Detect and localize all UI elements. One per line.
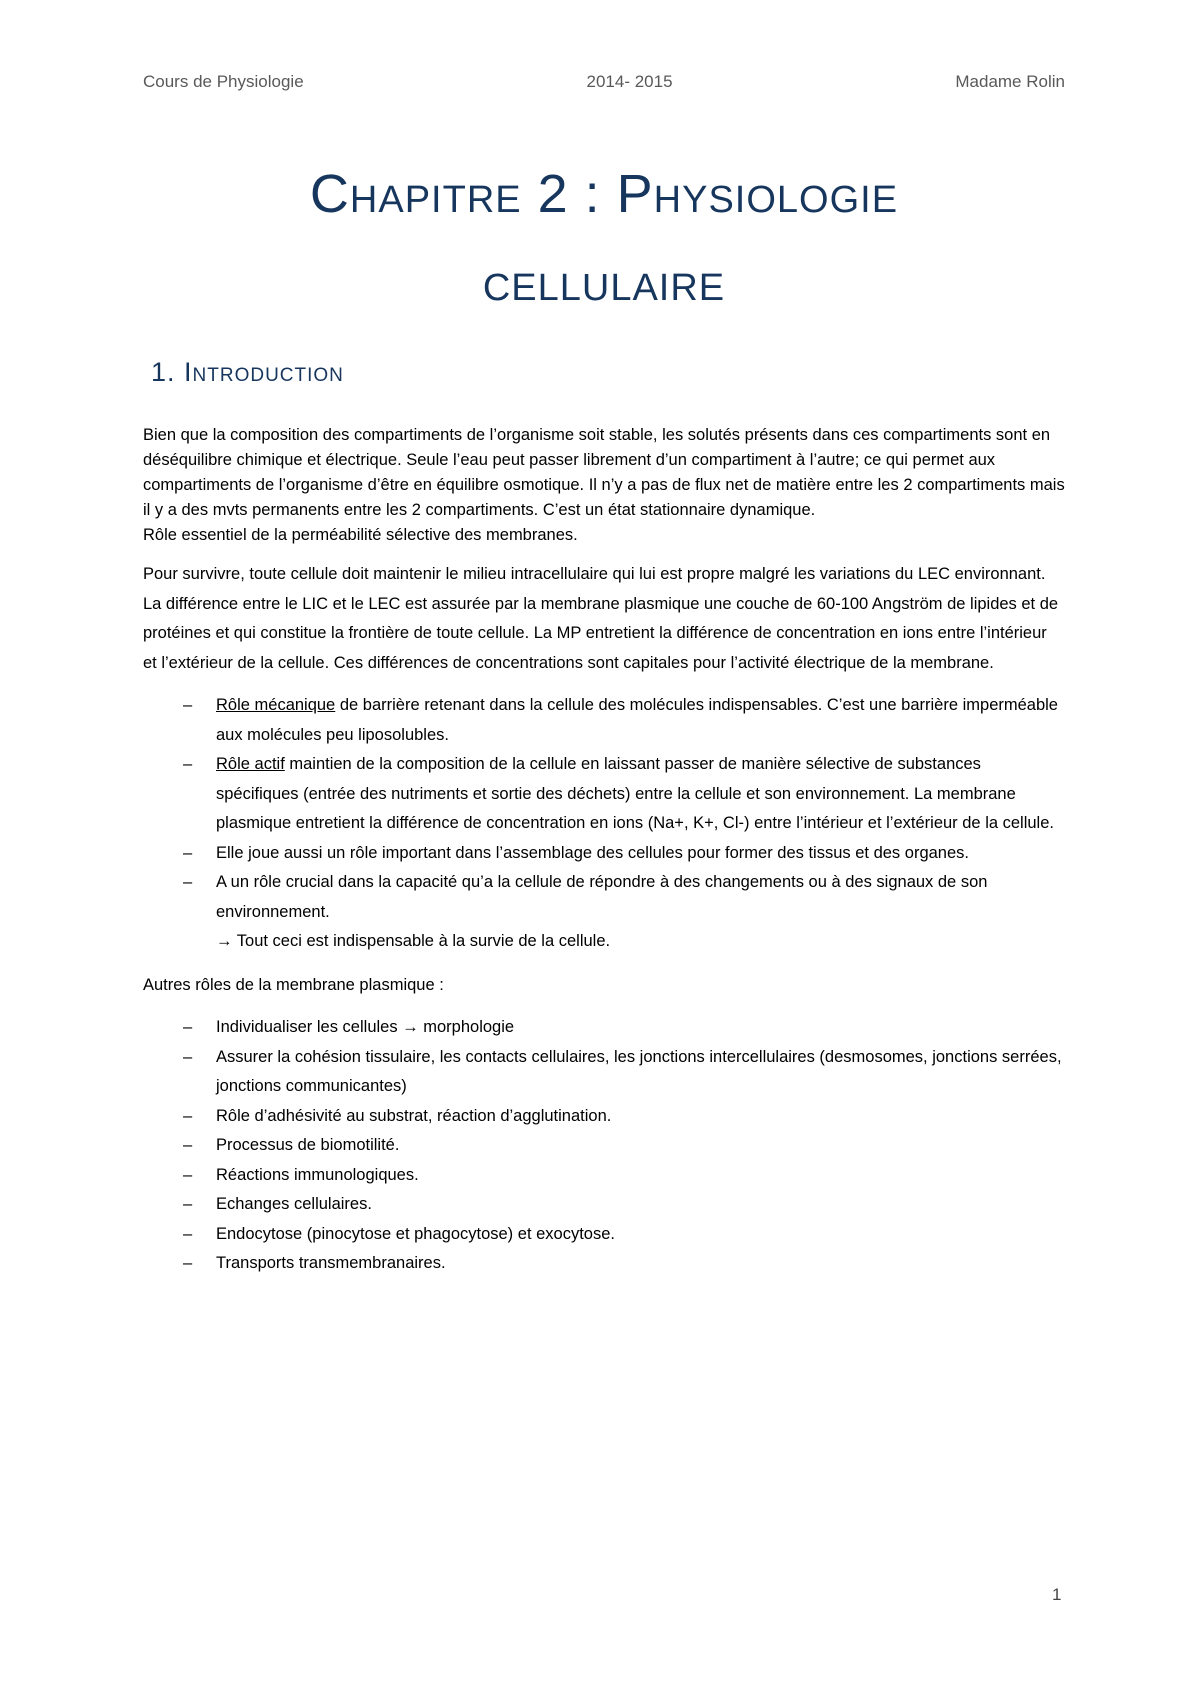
list-item-text: maintien de la composition de la cellule en laissant passer de manière sélective de substances spécifiques (entrée des nutriments et sortie des déchets) entre la cellule et son environnement. La membrane plasmique entretient la différence de concentration en ions (Na+, K+, Cl-) entre l’intérieur et l’extérieur de la cellule. <box>216 755 1054 832</box>
list-item <box>143 1102 1065 1132</box>
chapter-title-line-1: Chapitre 2 : Physiologie <box>309 164 899 224</box>
list-item-lead: Rôle mécanique <box>216 696 336 714</box>
list-item-text: Réactions immunologiques. <box>216 1165 419 1184</box>
list-item <box>143 1249 1065 1279</box>
list-item <box>143 868 1065 927</box>
list-item-lead: Rôle actif <box>216 755 285 773</box>
list-item-text: Rôle d’adhésivité au substrat, réaction d’agglutination. <box>216 1106 612 1125</box>
list-item <box>143 839 1065 869</box>
intro-text: Bien que la composition des compartiments de l’organisme soit stable, les solutés présents dans ces compartiments sont en déséquilibre chimique et électrique. Seule l’eau peut passer librement d’un compartiment à l’autre; ce qui permet aux compartiments de l’organisme d’être en équilibre osmotique. Il n’y a pas de flux net de matière entre les 2 compartiments mais il y a des mvts permanents entre les 2 compartiments. C’est un état stationnaire dynamique. <box>143 426 1065 519</box>
list-item <box>143 1013 1065 1043</box>
dash-marker: – <box>183 1224 193 1243</box>
dash-marker: – <box>183 1018 193 1036</box>
running-header <box>143 72 1065 92</box>
list-item <box>143 1220 1065 1250</box>
dash-marker: – <box>183 1047 193 1066</box>
list-item-text: Transports transmembranaires. <box>216 1254 446 1272</box>
list-item-text: A un rôle crucial dans la capacité qu’a la cellule de répondre à des changements ou à des signaux de son environnement. <box>216 873 988 921</box>
list-item-text: Processus de biomotilité. <box>216 1136 400 1154</box>
other-roles-heading: Autres rôles de la membrane plasmique : <box>143 975 444 994</box>
list-item-text: Individualiser les cellules → morphologie <box>216 1018 515 1036</box>
list-item-text: Endocytose (pinocytose et phagocytose) et exocytose. <box>216 1224 615 1243</box>
header-course: Cours de Physiologie <box>143 72 304 91</box>
intro-paragraph <box>143 423 1065 548</box>
list-item <box>143 691 1065 750</box>
chapter-title <box>143 150 1065 326</box>
dash-marker: – <box>183 696 193 714</box>
other-roles-list <box>143 1013 1065 1279</box>
dash-marker: – <box>183 1254 193 1272</box>
roles-list <box>143 691 1065 927</box>
list-item <box>143 750 1065 839</box>
dash-marker: – <box>183 1136 193 1154</box>
list-item <box>143 1161 1065 1191</box>
dash-marker: – <box>183 1106 193 1125</box>
membrane-paragraph: Pour survivre, toute cellule doit maintenir le milieu intracellulaire qui lui est propre malgré les variations du LEC environnant. La différence entre le LIC et le LEC est assurée par la membrane plasmique une couche de 60-100 Angström de lipides et de protéines et qui constitue la frontière de toute cellule. La MP entretient la différence de concentration en ions entre l’intérieur et l’extérieur de la cellule. Ces différences de concentrations sont capitales pour l’activité électrique de la membrane. <box>143 565 1059 672</box>
list-item <box>143 1131 1065 1161</box>
dash-marker: – <box>183 755 193 773</box>
list-item <box>143 1190 1065 1220</box>
section-heading: 1. Introduction <box>151 357 344 387</box>
page-number: 1 <box>1052 1585 1062 1604</box>
body-content <box>143 423 1065 1279</box>
conclusion-line: → Tout ceci est indispensable à la survie de la cellule. <box>216 932 611 950</box>
dash-marker: – <box>183 1165 193 1184</box>
header-year: 2014- 2015 <box>586 72 673 91</box>
list-item-text: Elle joue aussi un rôle important dans l’assemblage des cellules pour former des tissus et des organes. <box>216 843 969 862</box>
list-item <box>143 1043 1065 1102</box>
list-item-text: Echanges cellulaires. <box>216 1195 372 1213</box>
intro-text-permeability: Rôle essentiel de la perméabilité sélective des membranes. <box>143 526 578 544</box>
list-item-text: de barrière retenant dans la cellule des molécules indispensables. C’est une barrière imperméable aux molécules peu liposolubles. <box>216 696 1058 744</box>
list-item-text: Assurer la cohésion tissulaire, les contacts cellulaires, les jonctions intercellulaires (desmosomes, jonctions serrées, jonctions communicantes) <box>216 1047 1062 1095</box>
chapter-title-line-2: cellulaire <box>482 252 726 312</box>
dash-marker: – <box>183 843 193 862</box>
header-author: Madame Rolin <box>955 72 1065 91</box>
dash-marker: – <box>183 1195 193 1213</box>
dash-marker: – <box>183 873 193 891</box>
